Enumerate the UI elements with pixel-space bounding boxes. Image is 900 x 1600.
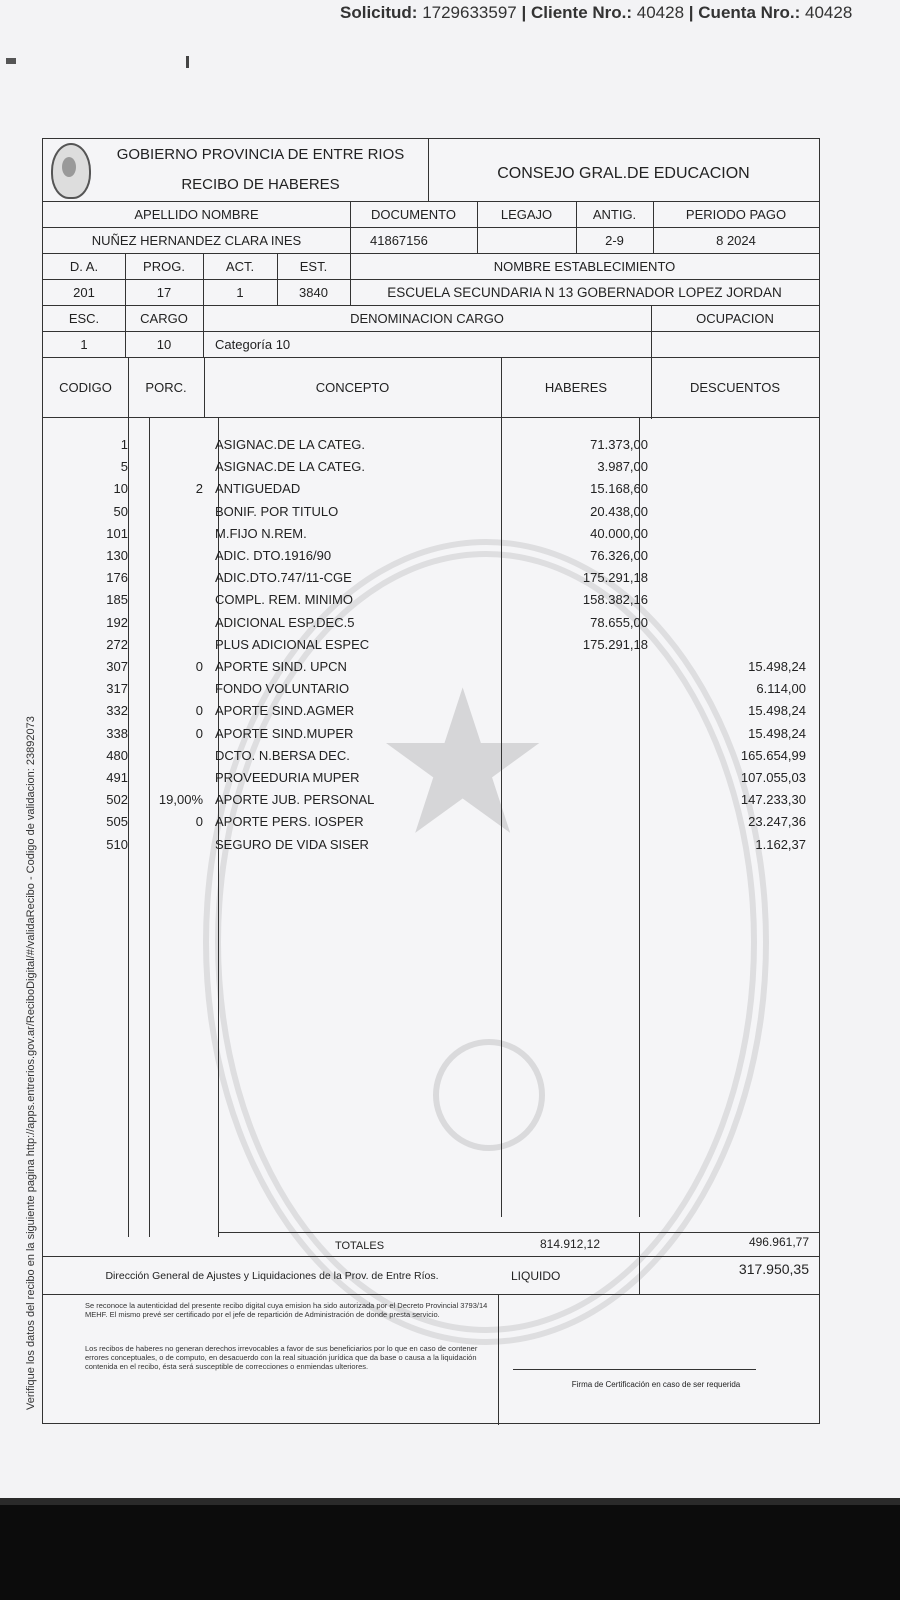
descuentos-cell: 1.162,37 bbox=[755, 836, 806, 852]
council-name: CONSEJO GRAL.DE EDUCACION bbox=[497, 165, 750, 182]
totales-label: TOTALES bbox=[334, 1240, 385, 1252]
codigo-cell: 185 bbox=[106, 592, 128, 608]
codigo-cell: 505 bbox=[106, 814, 128, 830]
gov-title: GOBIERNO PROVINCIA DE ENTRE RIOS bbox=[116, 145, 405, 163]
haberes-cell: 40.000,00 bbox=[590, 525, 648, 541]
ocupacion-value bbox=[651, 331, 819, 357]
request-header: Solicitud: 1729633597 | Cliente Nro.: 40428 | Cuenta Nro.: 40428 bbox=[340, 3, 853, 22]
legal-text-authenticity: Se reconoce la autenticidad del presente recibo digital cuya emision ha sido autorizada por el Decreto Provincial 3793/14 MEHF. El mismo prevé ser certificado por el jefe de repartición de Administración de donde presta servicio. bbox=[85, 1301, 488, 1319]
codigo-cell: 176 bbox=[106, 570, 128, 586]
table-row bbox=[43, 723, 819, 745]
act-value: 1 bbox=[236, 284, 244, 300]
haberes-cell: 78.655,00 bbox=[590, 614, 648, 630]
col-denominacion-cargo: DENOMINACION CARGO bbox=[350, 310, 504, 326]
col-documento: DOCUMENTO bbox=[371, 206, 456, 222]
direccion-general: Dirección General de Ajustes y Liquidaciones de la Prov. de Entre Ríos. bbox=[105, 1270, 439, 1282]
establecimiento-value: ESCUELA SECUNDARIA N 13 GOBERNADOR LOPEZ JORDAN bbox=[387, 284, 782, 300]
col-haberes: HABERES bbox=[544, 379, 608, 395]
table-row bbox=[43, 789, 819, 811]
watermark-star-icon: ★ bbox=[373, 652, 553, 875]
haberes-cell: 175.291,18 bbox=[582, 636, 648, 652]
col-apellido-nombre: APELLIDO NOMBRE bbox=[134, 206, 259, 222]
codigo-cell: 5 bbox=[120, 459, 128, 475]
haberes-cell: 76.326,00 bbox=[590, 548, 648, 563]
porc-cell: 19,00% bbox=[158, 792, 203, 808]
haberes-cell: 158.382,16 bbox=[582, 592, 648, 608]
codigo-cell: 307 bbox=[106, 659, 128, 674]
table-row bbox=[43, 567, 819, 589]
col-concepto: CONCEPTO bbox=[315, 379, 390, 395]
table-row bbox=[43, 523, 819, 545]
da-value: 201 bbox=[73, 284, 95, 300]
descuentos-cell: 15.498,24 bbox=[748, 703, 806, 719]
col-act: ACT. bbox=[225, 258, 255, 274]
col-nombre-establecimiento: NOMBRE ESTABLECIMIENTO bbox=[493, 258, 676, 274]
table-row bbox=[43, 745, 819, 767]
dark-background bbox=[0, 1505, 900, 1600]
prog-value: 17 bbox=[156, 284, 172, 300]
descuentos-cell: 6.114,00 bbox=[756, 681, 806, 697]
table-row bbox=[43, 612, 819, 634]
col-antig: ANTIG. bbox=[592, 206, 637, 222]
porc-cell: 0 bbox=[195, 814, 203, 830]
legal-text-rights: Los recibos de haberes no generan derechos irrevocables a favor de sus beneficiarios por lo que en caso de contener errores conceptuales, o de computo, en desacuerdo con la real situación jurídica que da base o causa a la liquidación contenida en el recibo, ésta será susceptible de correcciones o enmiendas ulteriores. bbox=[85, 1344, 478, 1371]
cliente-label: Cliente Nro.: bbox=[530, 3, 633, 22]
codigo-cell: 491 bbox=[106, 770, 128, 785]
table-row bbox=[43, 656, 819, 678]
codigo-cell: 317 bbox=[106, 681, 128, 697]
watermark-sun-icon bbox=[433, 1039, 545, 1151]
table-row bbox=[43, 478, 819, 500]
cliente-value: 40428 bbox=[636, 3, 685, 22]
concepto-cell: PLUS ADICIONAL ESPEC bbox=[215, 636, 370, 652]
codigo-cell: 101 bbox=[106, 525, 128, 541]
col-esc: ESC. bbox=[68, 310, 100, 326]
haberes-cell: 15.168,60 bbox=[590, 481, 648, 497]
codigo-cell: 192 bbox=[106, 614, 128, 630]
concepto-cell: APORTE SIND. UPCN bbox=[215, 659, 347, 674]
col-descuentos: DESCUENTOS bbox=[689, 379, 781, 395]
validation-note: Verifique los datos del recibo en la siguiente pagina http://apps.entrerios.gov.ar/ReciboDigital/#/validaRecibo - Codigo de validacion: 23892073 bbox=[25, 716, 37, 1410]
table-row bbox=[43, 678, 819, 700]
total-haberes: 814.912,12 bbox=[539, 1237, 601, 1251]
est-value: 3840 bbox=[299, 284, 328, 300]
concepto-cell: PROVEEDURIA MUPER bbox=[215, 770, 360, 785]
table-row bbox=[43, 456, 819, 478]
table-row bbox=[43, 811, 819, 833]
porc-cell: 2 bbox=[195, 481, 203, 497]
col-cargo: CARGO bbox=[140, 310, 188, 326]
employee-name: NUÑEZ HERNANDEZ CLARA INES bbox=[91, 232, 302, 248]
cuenta-label: Cuenta Nro.: bbox=[698, 3, 801, 22]
haberes-cell: 175.291,18 bbox=[582, 570, 648, 586]
cuenta-value: 40428 bbox=[805, 3, 853, 22]
legajo-value bbox=[477, 227, 576, 253]
total-descuentos: 496.961,77 bbox=[748, 1235, 809, 1249]
concepto-cell: APORTE PERS. IOSPER bbox=[215, 814, 364, 830]
codigo-cell: 480 bbox=[106, 747, 128, 763]
table-row bbox=[43, 767, 819, 789]
col-est: EST. bbox=[299, 258, 328, 274]
codigo-cell: 338 bbox=[106, 725, 128, 741]
descuentos-cell: 15.498,24 bbox=[748, 659, 806, 674]
concepto-cell: APORTE SIND.MUPER bbox=[215, 725, 354, 741]
col-codigo: CODIGO bbox=[59, 379, 112, 395]
descuentos-cell: 23.247,36 bbox=[748, 814, 806, 830]
haberes-cell: 3.987,00 bbox=[597, 459, 648, 475]
table-row bbox=[43, 589, 819, 611]
concepto-cell: FONDO VOLUNTARIO bbox=[215, 681, 350, 697]
descuentos-cell: 165.654,99 bbox=[740, 747, 806, 763]
codigo-cell: 332 bbox=[106, 703, 128, 719]
col-legajo: LEGAJO bbox=[500, 206, 553, 222]
receipt-title: RECIBO DE HABERES bbox=[181, 175, 340, 193]
descuentos-cell: 107.055,03 bbox=[740, 770, 806, 785]
liquido-value: 317.950,35 bbox=[738, 1261, 809, 1277]
periodo-value: 8 2024 bbox=[716, 232, 756, 248]
codigo-cell: 130 bbox=[106, 548, 128, 563]
concepto-cell: ASIGNAC.DE LA CATEG. bbox=[215, 459, 366, 475]
concepto-cell: ASIGNAC.DE LA CATEG. bbox=[215, 437, 366, 452]
col-periodo-pago: PERIODO PAGO bbox=[685, 206, 787, 222]
denominacion-value: Categoría 10 bbox=[215, 336, 291, 352]
col-porc: PORC. bbox=[145, 379, 187, 395]
concepto-cell: DCTO. N.BERSA DEC. bbox=[215, 747, 350, 763]
descuentos-cell: 147.233,30 bbox=[740, 792, 806, 808]
porc-cell: 0 bbox=[195, 659, 203, 674]
province-seal-icon bbox=[51, 143, 91, 199]
solicitud-value: 1729633597 bbox=[422, 3, 517, 22]
punch-mark bbox=[186, 56, 189, 68]
table-row bbox=[43, 834, 819, 856]
haberes-cell: 20.438,00 bbox=[590, 503, 648, 519]
col-da: D. A. bbox=[69, 258, 99, 274]
cargo-value: 10 bbox=[156, 336, 172, 352]
table-row bbox=[43, 434, 819, 456]
concepto-cell: ANTIGUEDAD bbox=[215, 481, 301, 497]
codigo-cell: 50 bbox=[113, 503, 128, 519]
concepto-cell: ADIC. DTO.1916/90 bbox=[215, 548, 332, 563]
col-prog: PROG. bbox=[143, 258, 185, 274]
concepto-cell: ADIC.DTO.747/11-CGE bbox=[215, 570, 352, 586]
table-row bbox=[43, 501, 819, 523]
concepto-cell: BONIF. POR TITULO bbox=[215, 503, 339, 519]
porc-cell: 0 bbox=[195, 725, 203, 741]
codigo-cell: 502 bbox=[106, 792, 128, 808]
salary-receipt bbox=[42, 138, 820, 1424]
concepto-cell: COMPL. REM. MINIMO bbox=[215, 592, 353, 608]
codigo-cell: 510 bbox=[106, 836, 128, 852]
porc-cell: 0 bbox=[195, 703, 203, 719]
descuentos-cell: 15.498,24 bbox=[748, 725, 806, 741]
codigo-cell: 272 bbox=[106, 636, 128, 652]
solicitud-label: Solicitud: bbox=[340, 3, 418, 22]
concepto-cell: APORTE SIND.AGMER bbox=[215, 703, 355, 719]
documento-value: 41867156 bbox=[370, 232, 428, 248]
codigo-cell: 1 bbox=[120, 437, 128, 452]
antig-value: 2-9 bbox=[605, 232, 624, 248]
col-ocupacion: OCUPACION bbox=[696, 310, 774, 326]
table-row bbox=[43, 634, 819, 656]
concepto-cell: M.FIJO N.REM. bbox=[215, 525, 307, 541]
haberes-cell: 71.373,00 bbox=[590, 437, 648, 452]
codigo-cell: 10 bbox=[113, 481, 128, 497]
concepto-cell: APORTE JUB. PERSONAL bbox=[215, 792, 375, 808]
concepto-cell: ADICIONAL ESP.DEC.5 bbox=[215, 614, 355, 630]
firma-certificacion: Firma de Certificación en caso de ser requerida bbox=[571, 1379, 741, 1389]
table-row bbox=[43, 700, 819, 722]
esc-value: 1 bbox=[80, 336, 88, 352]
punch-mark bbox=[6, 58, 16, 64]
concepto-cell: SEGURO DE VIDA SISER bbox=[215, 836, 369, 852]
liquido-label: LIQUIDO bbox=[511, 1269, 561, 1283]
table-row bbox=[43, 545, 819, 567]
